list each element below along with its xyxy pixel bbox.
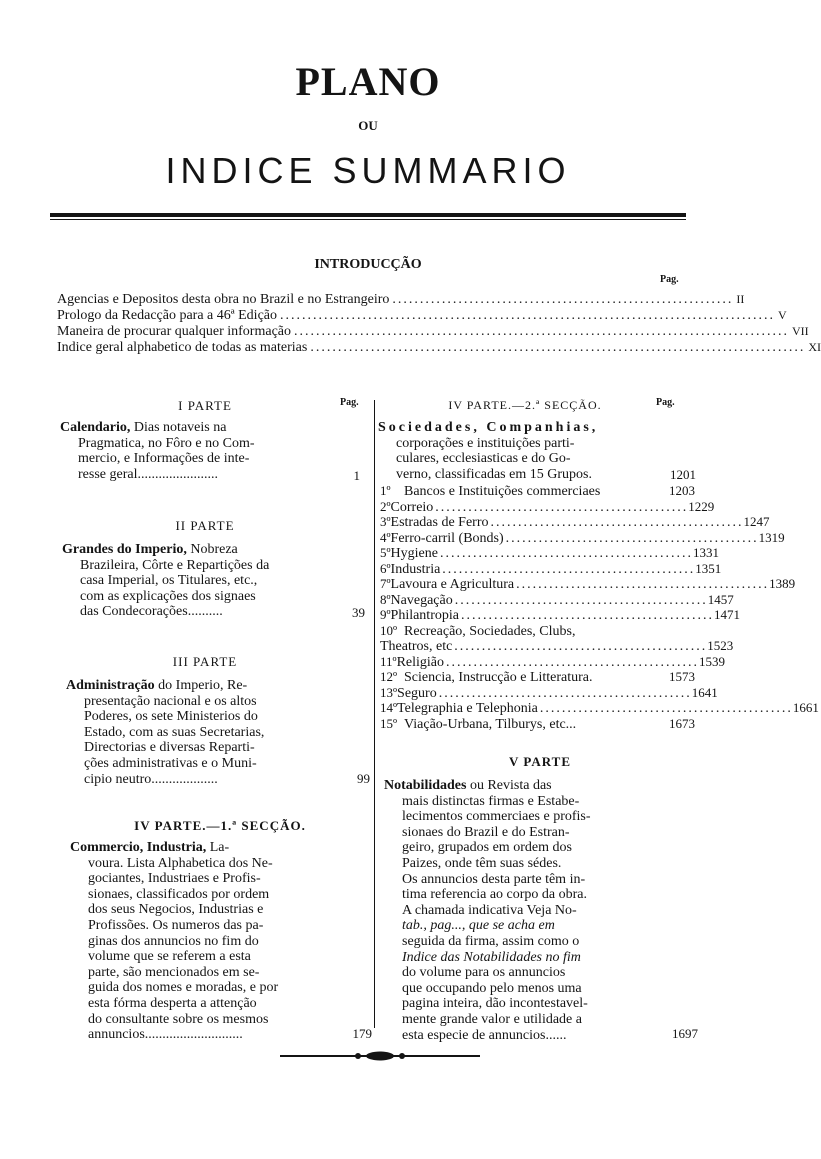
part1-title: I PARTE <box>178 398 232 413</box>
entry-line: sionaes, classificados por ordem <box>88 886 270 902</box>
entry-line: Nobreza <box>190 542 238 557</box>
entry-line: Profissões. Os numeros das pa- <box>88 917 264 933</box>
group-label: Bancos e Instituições commerciaes <box>404 484 601 499</box>
leader-dots: .............................................. <box>539 701 793 716</box>
entry-line: do volume para os annuncios <box>402 965 566 981</box>
part4-head: Commercio, Industria, <box>70 840 207 855</box>
intro-row-page: V <box>778 308 787 322</box>
leader-dots: .......... <box>187 604 223 620</box>
group-item <box>380 545 719 561</box>
leader-dots: .............................................................. <box>392 292 734 307</box>
group-page: 1523 <box>707 638 734 653</box>
group-label: Religião <box>396 654 444 670</box>
part4b-head: Sociedades, Companhias, <box>378 420 599 435</box>
leader-dots: .............................................. <box>454 639 708 654</box>
entry-line: gociantes, Industriaes e Profis- <box>88 871 261 887</box>
group-item <box>380 514 770 530</box>
leader-dots: .............................................. <box>490 515 744 530</box>
group-page: 1389 <box>769 576 796 591</box>
intro-row-page: VII <box>792 324 809 338</box>
group-page: 1539 <box>699 653 725 669</box>
part2-page: 39 <box>352 605 365 620</box>
entry-line: Poderes, os sete Ministerios do <box>84 709 258 725</box>
group-label: Industria <box>390 561 441 577</box>
group-number: 3º <box>380 514 391 529</box>
entry-line: Paizes, onde têm suas sédes. <box>402 855 562 871</box>
entry-line: que occupando pelo menos uma <box>402 980 582 996</box>
group-page: 1229 <box>688 498 715 514</box>
group-label: Telegraphia e Telephonia <box>397 701 538 716</box>
intro-row-page: XI <box>808 340 821 354</box>
group-item <box>380 623 695 639</box>
group-number: 4º <box>380 529 391 545</box>
group-item <box>380 607 740 623</box>
group-page: 1641 <box>691 684 718 700</box>
entry-line: annuncios <box>88 1027 145 1043</box>
entry-line: ou Revista das <box>469 778 552 793</box>
leader-dots: .............................................. <box>454 592 708 608</box>
part2-title: II PARTE <box>175 518 235 533</box>
intro-row <box>57 324 809 339</box>
group-item <box>380 483 695 499</box>
entry-line: pagina inteira, dão incontestavel- <box>402 996 588 1012</box>
group-item <box>380 576 796 592</box>
entry-line: casa Imperial, os Titulares, etc., <box>80 573 258 589</box>
group-number: 10º <box>380 622 398 638</box>
document-subtitle: INDICE SUMMARIO <box>165 150 571 191</box>
column-divider <box>374 400 375 1028</box>
right-pag-label: Pag. <box>656 397 675 408</box>
group-page: 1351 <box>695 560 722 576</box>
entry-line: A chamada indicativa Veja No- <box>402 902 577 918</box>
group-label: Viação-Urbana, Tilburys, etc... <box>404 716 577 732</box>
group-item <box>380 653 725 670</box>
intro-row-text: Prologo da Redacção para a 46ª Edição <box>57 308 277 323</box>
entry-line: voura. Lista Alphabetica dos Ne- <box>88 855 273 871</box>
group-page: 1471 <box>713 607 740 622</box>
group-label: Lavoura e Agricultura <box>390 577 515 592</box>
entry-line: ginas dos annuncios no fim do <box>88 933 259 949</box>
entry-line: volume que se referem a esta <box>88 949 251 965</box>
entry-line: culares, ecclesiasticas e do Go- <box>396 451 571 467</box>
part4b-title: IV PARTE.—2.ª SECÇÃO. <box>448 398 602 412</box>
part4-title: IV PARTE.—1.ª SECÇÃO. <box>134 818 306 833</box>
group-number: 6º <box>380 560 391 576</box>
entry-line: mais distinctas firmas e Estabe- <box>402 793 580 809</box>
group-number: 8º <box>380 591 391 607</box>
group-page: 1457 <box>707 591 734 607</box>
leader-dots: .............................................. <box>435 499 689 515</box>
group-item <box>380 560 722 577</box>
entry-line: resse geral <box>78 466 138 482</box>
intro-row-text: Maneira de procurar qualquer informação <box>57 324 291 339</box>
group-item <box>380 700 819 716</box>
entry-line: dos seus Negocios, Industrias e <box>88 902 264 918</box>
leader-dots: .......................................................................................... <box>280 308 775 323</box>
entry-line: das Condecorações <box>80 604 188 620</box>
part4-page: 179 <box>352 1026 372 1041</box>
leader-dots: .......................................................................................... <box>294 324 789 339</box>
group-number: 5º <box>380 545 391 560</box>
entry-line: lecimentos commerciaes e profis- <box>402 809 591 825</box>
group-label: Sciencia, Instrucção e Litteratura. <box>404 670 593 685</box>
intro-pag-label: Pag. <box>660 274 679 285</box>
part4b-page: 1201 <box>670 467 696 482</box>
group-item <box>380 591 734 608</box>
intro-row <box>57 308 787 323</box>
entry-line: mente grande valor e utilidade a <box>402 1011 582 1027</box>
group-page: 1247 <box>743 514 770 529</box>
part2-entry <box>62 542 342 620</box>
part3-entry <box>66 678 346 787</box>
group-page: 1673 <box>669 715 695 731</box>
part3-page: 99 <box>357 771 370 786</box>
entry-line: Directorias e diversas Reparti- <box>84 740 255 756</box>
entry-line: presentação nacional e os altos <box>84 693 257 709</box>
entry-line: tab., pag..., que se acha em <box>402 918 555 934</box>
ornament-divider <box>280 1051 480 1061</box>
part1-entry <box>60 420 340 482</box>
part3-title: III PARTE <box>172 654 238 669</box>
group-number: 13º <box>380 684 398 700</box>
entry-line: Estado, com as suas Secretarias, <box>84 724 265 740</box>
group-number: 11º <box>380 653 397 669</box>
entry-line: Dias notaveis na <box>133 420 227 435</box>
group-label: Estradas de Ferro <box>390 515 489 530</box>
part4b-entry <box>378 420 698 482</box>
document-title: PLANO <box>295 59 441 104</box>
leader-dots: ...... <box>545 1027 567 1043</box>
group-page: 1319 <box>758 529 785 545</box>
group-label: Seguro <box>397 685 437 701</box>
group-page: 1573 <box>669 669 695 684</box>
leader-dots: .............................................. <box>446 654 699 670</box>
intro-row <box>57 292 745 307</box>
leader-dots: .............................................. <box>505 530 759 546</box>
group-item <box>380 498 715 515</box>
entry-line: Brazileira, Côrte e Repartições da <box>80 557 270 573</box>
title-conjunction: OU <box>358 118 378 133</box>
group-item <box>380 684 718 701</box>
group-item <box>380 716 695 732</box>
entry-line: do consultante sobre os mesmos <box>88 1011 269 1027</box>
entry-line: ções administrativas e o Muni- <box>84 755 257 771</box>
entry-line: seguida da firma, assim como o <box>402 933 580 949</box>
leader-dots: .............................................. <box>438 685 692 701</box>
entry-line: esta especie de annuncios <box>402 1027 546 1043</box>
entry-line: tima referencia ao corpo da obra. <box>402 887 588 903</box>
entry-line: geiro, grupados em ordem dos <box>402 840 572 856</box>
group-page: 1203 <box>669 483 695 498</box>
part5-entry <box>384 778 684 1043</box>
group-label: Recreação, Sociedades, Clubs, <box>404 623 576 639</box>
leader-dots: .............................................. <box>442 561 696 577</box>
left-pag-label: Pag. <box>340 397 359 408</box>
group-label: Navegação <box>390 592 453 608</box>
leader-dots: ....................... <box>137 466 218 482</box>
part3-head: Administração <box>66 678 155 693</box>
group-page: 1331 <box>692 545 719 560</box>
group-label: Theatros, etc <box>380 639 453 654</box>
intro-row-text: Agencias e Depositos desta obra no Brazil e no Estrangeiro <box>57 292 390 307</box>
leader-dots: .......................................................................................... <box>310 340 806 355</box>
part5-head: Notabilidades <box>384 778 467 793</box>
part1-head: Calendario, <box>60 420 131 435</box>
group-page: 1661 <box>792 700 819 715</box>
intro-row-text: Indice geral alphabetico de todas as materias <box>57 340 308 355</box>
entry-line: do Imperio, Re- <box>158 678 248 693</box>
entry-line: cipio neutro <box>84 771 152 787</box>
group-number: 2º <box>380 498 391 514</box>
group-item <box>380 638 734 654</box>
group-number: 14º <box>380 700 398 715</box>
part4-entry <box>70 840 350 1043</box>
double-rule-thick <box>50 213 686 217</box>
entry-line: parte, são mencionados em se- <box>88 964 260 980</box>
group-item <box>380 669 695 685</box>
intro-heading: INTRODUCÇÃO <box>314 257 422 272</box>
entry-line: mercio, e Informações de inte- <box>78 451 250 467</box>
intro-row <box>57 340 821 355</box>
group-item <box>380 529 785 546</box>
leader-dots: ................... <box>151 771 218 787</box>
entry-line: verno, classificadas em 15 Grupos. <box>396 466 592 482</box>
leader-dots: ............................ <box>144 1027 243 1043</box>
group-label: Philantropia <box>390 608 459 623</box>
group-label: Ferro-carril (Bonds) <box>390 530 504 546</box>
entry-line: Os annuncios desta parte têm in- <box>402 871 586 887</box>
entry-line: Indice das Notabilidades no fim <box>402 949 581 965</box>
group-number: 7º <box>380 576 391 591</box>
group-number: 12º <box>380 669 398 684</box>
entry-line: La- <box>209 840 230 855</box>
entry-line: esta fórma desperta a attenção <box>88 995 257 1011</box>
part5-title: V PARTE <box>508 754 572 769</box>
part5-page: 1697 <box>672 1026 698 1041</box>
group-number: 9º <box>380 607 391 622</box>
entry-line: sionaes do Brazil e do Estran- <box>402 824 570 840</box>
group-number: 15º <box>380 715 398 731</box>
part2-head: Grandes do Imperio, <box>62 542 187 557</box>
leader-dots: .............................................. <box>439 546 693 561</box>
group-label: Correio <box>390 499 434 515</box>
double-rule-thin <box>50 219 686 220</box>
group-label: Hygiene <box>390 546 438 561</box>
entry-line: guida dos nomes e moradas, e por <box>88 980 279 996</box>
leader-dots: .............................................. <box>516 577 770 592</box>
group-number: 1º <box>380 483 391 498</box>
entry-line: com as explicações dos signaes <box>80 588 256 604</box>
intro-row-page: II <box>736 292 745 306</box>
part1-page: 1 <box>353 468 360 483</box>
leader-dots: .............................................. <box>460 608 714 623</box>
entry-line: Pragmatica, no Fôro e no Com- <box>78 435 255 451</box>
entry-line: corporações e instituições parti- <box>396 435 575 451</box>
